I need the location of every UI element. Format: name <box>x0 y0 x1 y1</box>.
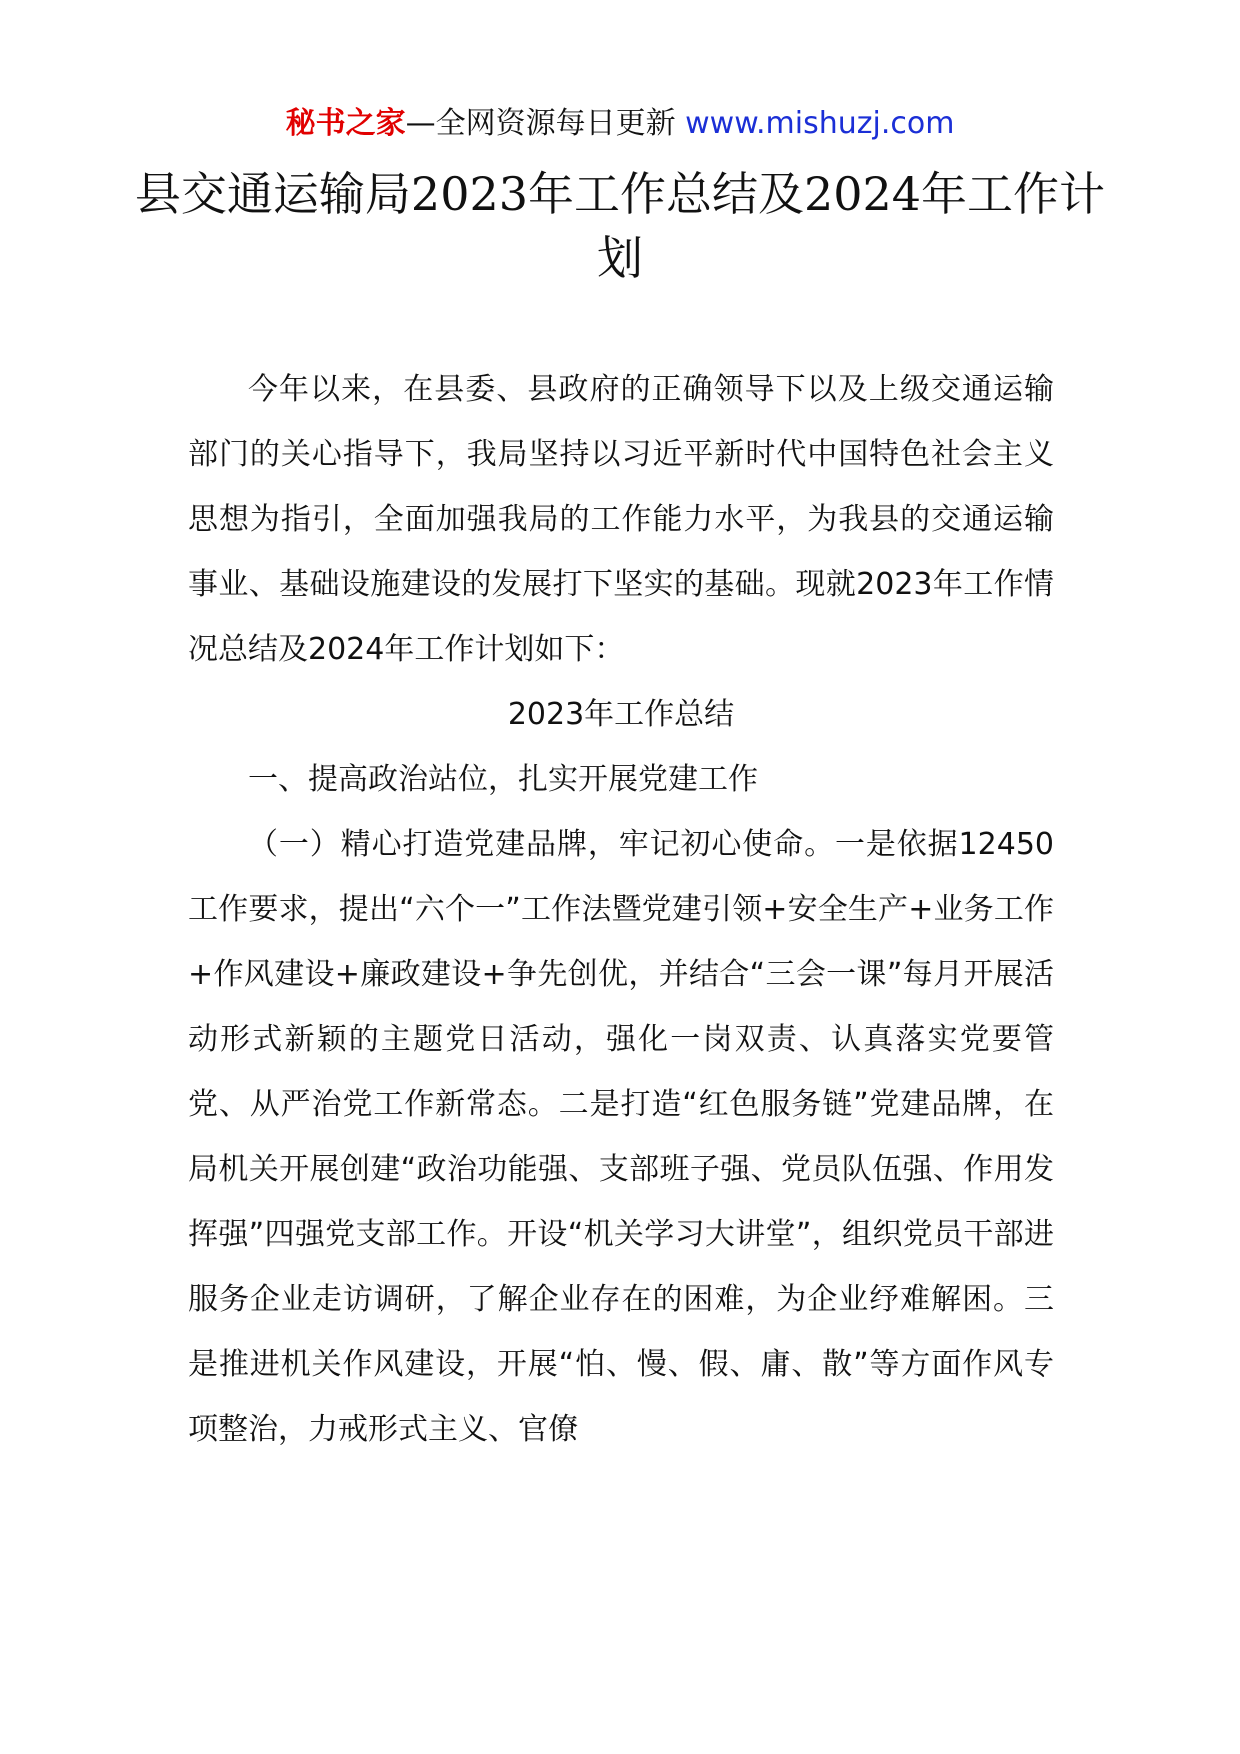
body-paragraph: （一）精心打造党建品牌，牢记初心使命。一是依据12450工作要求，提出“六个一”工作法暨党建引领+安全生产+业务工作+作风建设+廉政建设+争先创优，并结合“三会一课”每月开展活动形式新颖的主题党日活动，强化一岗双责、认真落实党要管党、从严治党工作新常态。二是打造“红色服务链”党建品牌，在局机关开展创建“政治功能强、支部班子强、党员队伍强、作用发挥强”四强党支部工作。开设“机关学习大讲堂”，组织党员干部进服务企业走访调研，了解企业存在的困难，为企业纾难解困。三是推进机关作风建设，开展“怕、慢、假、庸、散”等方面作风专项整治，力戒形式主义、官僚 <box>188 827 1054 1447</box>
document-body <box>188 357 1054 1462</box>
website-link[interactable]: www.mishuzj.com <box>685 106 955 141</box>
section-title: 2023年工作总结 <box>507 697 735 732</box>
document-title: 县交通运输局2023年工作总结及2024年工作计划 <box>134 167 1106 285</box>
header-banner <box>0 104 1240 144</box>
brand-name: 秘书之家 <box>285 106 406 141</box>
intro-paragraph: 今年以来，在县委、县政府的正确领导下以及上级交通运输部门的关心指导下，我局坚持以习近平新时代中国特色社会主义思想为指引，全面加强我局的工作能力水平，为我县的交通运输事业、基础设施建设的发展打下坚实的基础。现就2023年工作情况总结及2024年工作计划如下： <box>188 372 1054 667</box>
banner-tagline: —全网资源每日更新 <box>405 106 686 141</box>
heading-level-1: 一、提高政治站位，扎实开展党建工作 <box>248 762 758 797</box>
